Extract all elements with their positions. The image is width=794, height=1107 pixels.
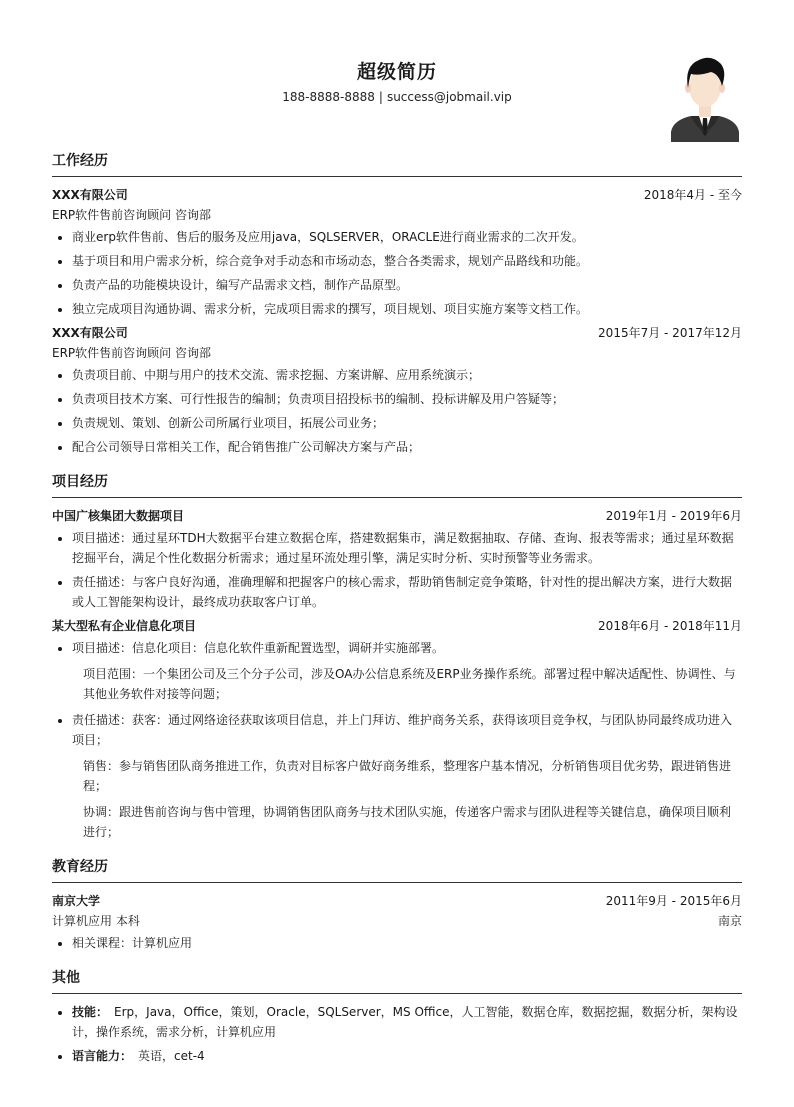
project-detail-list [52,710,742,750]
project-description: • 项目描述：信息化项目：信息化软件重新配置选型，调研并实施部署。 [72,638,742,658]
skills-item [72,1002,742,1042]
project-name: 中国广核集团大数据项目 [52,509,185,523]
other-section [52,967,742,1066]
resume-header [52,0,742,150]
duty-item: • 独立完成项目沟通协调、需求分析，完成项目需求的撰写，项目规划、项目实施方案等文档工作。 [72,299,742,319]
duty-item: • 负责项目技术方案、可行性报告的编制；负责项目招投标书的编制、投标讲解及用户答疑等； [72,389,742,409]
date-range: 2015年7月 - 2017年12月 [598,326,742,340]
job-role: ERP软件售前咨询顾问 咨询部 [52,208,211,222]
duty-list [52,365,742,457]
project-detail-list [52,638,742,658]
email-text: success@jobmail.vip [386,90,512,104]
work-section-title: 工作经历 [52,150,742,177]
resume-name: 超级简历 [356,61,437,83]
project-section-title: 项目经历 [52,471,742,498]
language-item [72,1046,742,1066]
project-sales-note: 销售：参与销售团队商务推进工作，负责对目标客户做好商务维系，整理客户基本情况，分析销售项目优劣势，跟进销售进程； [83,759,732,793]
job-role: ERP软件售前咨询顾问 咨询部 [52,346,211,360]
duty-item: • 负责项目前、中期与用户的技术交流、需求挖掘、方案讲解、应用系统演示； [72,365,742,385]
date-range: 2019年1月 - 2019年6月 [605,509,742,523]
phone-text: 188-8888-8888 [282,90,375,104]
duty-item: • 配合公司领导日常相关工作，配合销售推广公司解决方案与产品； [72,437,742,457]
duty-item: • 负责规划、策划、创新公司所属行业项目，拓展公司业务； [72,413,742,433]
company-name: XXX有限公司 [52,188,128,202]
major-degree: 计算机应用 本科 [52,914,140,928]
skills-label: 技能： [72,1005,109,1019]
project-entry-1 [52,506,742,612]
language-text: 英语，cet-4 [138,1049,205,1063]
resume-page [52,0,742,1070]
project-detail-list [52,528,742,612]
date-range: 2011年9月 - 2015年6月 [605,894,742,908]
project-responsibility: • 责任描述：与客户良好沟通，准确理解和把握客户的核心需求，帮助销售制定竞争策略，针对性的提出解决方案，进行大数据或人工智能架构设计，最终成功获取客户订单。 [72,572,742,612]
duty-item: • 基于项目和用户需求分析，综合竞争对手动态和市场动态，整合各类需求，规划产品路线和功能。 [72,251,742,271]
education-section [52,856,742,953]
duty-list [52,227,742,319]
other-list [52,1002,742,1066]
duty-item: • 负责产品的功能模块设计，编写产品需求文档，制作产品原型。 [72,275,742,295]
work-section [52,150,742,457]
date-range: 2018年6月 - 2018年11月 [598,619,742,633]
date-range: 2018年4月 - 至今 [643,188,742,202]
project-description: • 项目描述：通过星环TDH大数据平台建立数据仓库，搭建数据集市，满足数据抽取、存储、查询、报表等需求；通过星环数据挖掘平台，满足个性化数据分析需求；通过星环流处理引擎，满足实时分析、实时预警等业务需求。 [72,528,742,568]
contact-separator: | [378,90,383,104]
work-entry-2 [52,323,742,457]
avatar-photo [669,52,741,142]
language-label: 语言能力： [72,1049,133,1063]
project-coordination-note: 协调：跟进售前咨询与售中管理，协调销售团队商务与技术团队实施，传递客户需求与团队进程等关键信息，确保项目顺利进行； [83,805,732,839]
duty-item: • 商业erp软件售前、售后的服务及应用java，SQLSERVER，ORACLE进行商业需求的二次开发。 [72,227,742,247]
education-section-title: 教育经历 [52,856,742,883]
project-name: 某大型私有企业信息化项目 [52,619,197,633]
work-entry-1 [52,185,742,319]
project-entry-2 [52,616,742,842]
contact-line [52,90,742,104]
course-item: • 相关课程：计算机应用 [72,933,742,953]
company-name: XXX有限公司 [52,326,128,340]
school-city: 南京 [717,914,742,928]
project-section [52,471,742,842]
project-scope: 项目范围：一个集团公司及三个分子公司，涉及OA办公信息系统及ERP业务操作系统。部署过程中解决适配性、协调性、与其他业务软件对接等问题； [83,667,736,701]
course-list [52,933,742,953]
project-responsibility: • 责任描述：获客：通过网络途径获取该项目信息，并上门拜访、维护商务关系，获得该项目竞争权，与团队协同最终成功进入项目； [72,710,742,750]
skills-text: Erp，Java，Office，策划，Oracle，SQLServer，MS Office，人工智能，数据仓库，数据挖掘，数据分析，架构设计，操作系统，需求分析，计算机应用 [72,1005,738,1039]
other-section-title: 其他 [52,967,742,994]
school-name: 南京大学 [52,894,101,908]
